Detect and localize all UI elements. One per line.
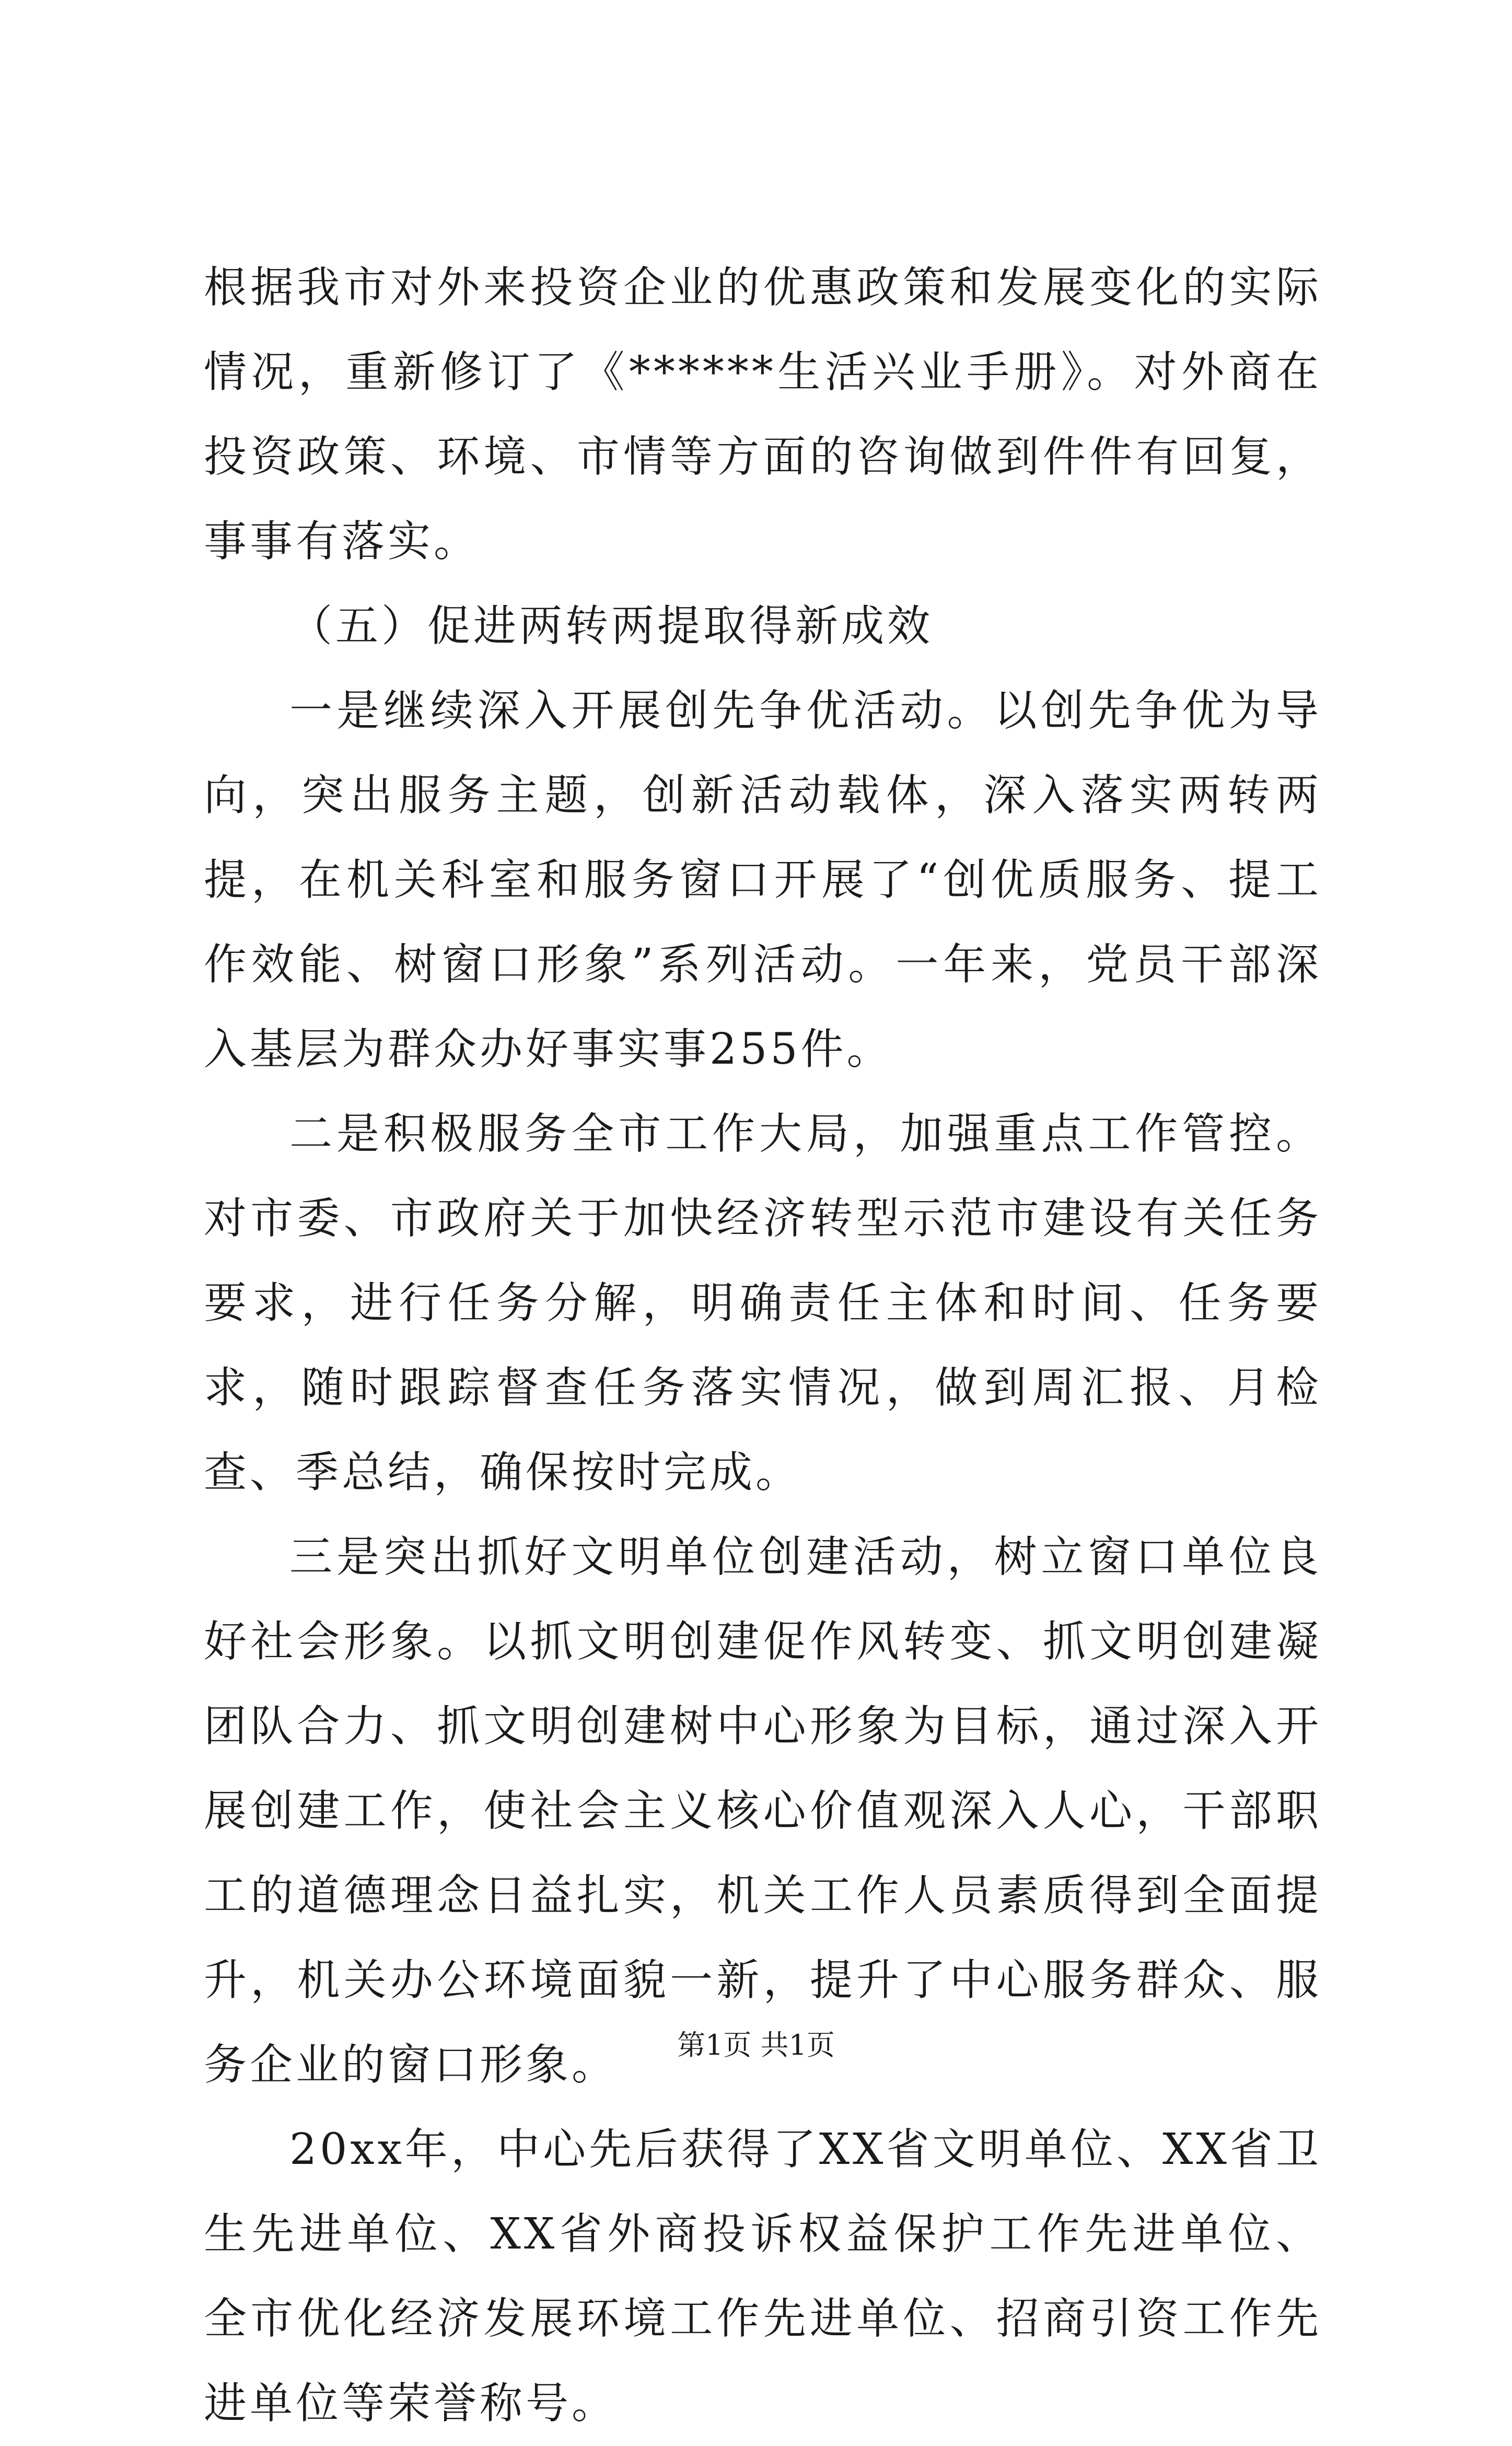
document-body xyxy=(204,246,1322,2446)
paragraph-third-point: 三是突出抓好文明单位创建活动，树立窗口单位良好社会形象。以抓文明创建促作风转变、抓文明创建凝团队合力、抓文明创建树中心形象为目标，通过深入开展创建工作，使社会主义核心价值观深入人心，干部职工的道德理念日益扎实，机关工作人员素质得到全面提升，机关办公环境面貌一新，提升了中心服务群众、服务企业的窗口形象。 xyxy=(204,1532,1322,2090)
paragraph-continuation: 根据我市对外来投资企业的优惠政策和发展变化的实际情况，重新修订了《******生活兴业手册》。对外商在投资政策、环境、市情等方面的咨询做到件件有回复，事事有落实。 xyxy=(204,263,1322,566)
section-heading: （五）促进两转两提取得新成效 xyxy=(289,601,934,651)
paragraph-second-point: 二是积极服务全市工作大局，加强重点工作管控。对市委、市政府关于加快经济转型示范市建设有关任务要求，进行任务分解，明确责任主体和时间、任务要求，随时跟踪督查任务落实情况，做到周汇报、月检查、季总结，确保按时完成。 xyxy=(204,1109,1322,1497)
paragraph-honors: 20xx年，中心先后获得了XX省文明单位、XX省卫生先进单位、XX省外商投诉权益保护工作先进单位、全市优化经济发展环境工作先进单位、招商引资工作先进单位等荣誉称号。 xyxy=(204,2125,1322,2428)
paragraph-first-point: 一是继续深入开展创先争优活动。以创先争优为导向，突出服务主题，创新活动载体，深入落实两转两提，在机关科室和服务窗口开展了“创优质服务、提工作效能、树窗口形象”系列活动。一年来，党员干部深入基层为群众办好事实事255件。 xyxy=(204,686,1322,1074)
page-number-footer: 第1页 共1页 xyxy=(677,2029,835,2061)
